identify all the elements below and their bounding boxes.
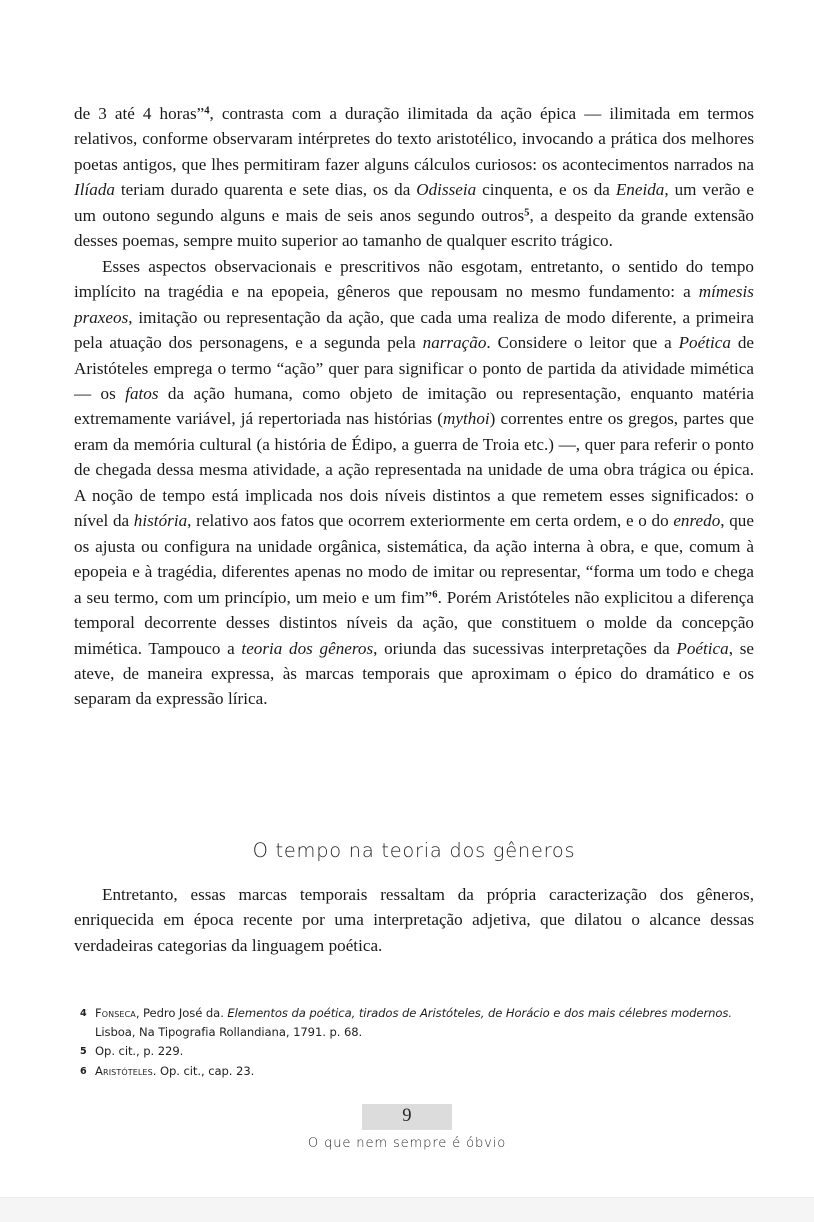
footnote-text: Fonseca, Pedro José da. Elementos da poética, tirados de Aristóteles, de Horácio e dos mais célebres modernos. Lisboa, Na Tipografia Rollandiana, 1791. p. 68.	[95, 1006, 732, 1039]
running-title: O que nem sempre é óbvio	[307, 1136, 507, 1151]
page-number: 9	[362, 1104, 452, 1130]
footnote-text: Aristóteles. Op. cit., cap. 23.	[95, 1063, 255, 1078]
footnotes-block	[80, 1004, 756, 1082]
footnote-item	[80, 1004, 756, 1042]
footnote-marker: 5	[80, 1045, 87, 1057]
footnote-text: Op. cit., p. 229.	[95, 1043, 184, 1058]
footnote-item	[80, 1062, 756, 1082]
page-bottom-edge	[0, 1197, 814, 1222]
section-heading: O tempo na teoria dos gêneros	[252, 839, 576, 862]
body-paragraph-3: Entretanto, essas marcas temporais ressaltam da própria caracterização dos gêneros, enriquecida em época recente por uma interpretação adjetiva, que dilatou o alcance dessas verdadeiras categorias da linguagem poética.	[74, 885, 754, 955]
footnote-marker: 4	[80, 1008, 87, 1019]
footnote-marker: 6	[80, 1065, 87, 1077]
footnote-item	[80, 1042, 756, 1062]
body-paragraph-1: de 3 até 4 horas”$^4$, contrasta com a duração ilimitada da ação épica — ilimitada em termos relativos, conforme observaram intérpretes do texto aristotélico, invocando a prática dos melhores poetas antigos, que lhes permitiram fazer alguns cálculos curiosos: os acontecimentos narrados na Ilíada teriam durado quarenta e sete dias, os da Odisseia cinquenta, e os da Eneida, um verão e um outono segundo alguns e mais de seis anos segundo outros$^5$, a despeito da grande extensão desses poemas, sempre muito superior ao tamanho de qualquer escrito trágico.	[74, 104, 754, 251]
body-paragraph-2: Esses aspectos observacionais e prescritivos não esgotam, entretanto, o sentido do tempo implícito na tragédia e na epopeia, gêneros que repousam no mesmo fundamento: a mímesis praxeos, imitação ou representação da ação, que cada uma realiza de modo diferente, a primeira pela atuação dos personagens, e a segunda pela narração. Considere o leitor que a Poética de Aristóteles emprega o termo “ação” quer para significar o ponto de partida da atividade mimética — os fatos da ação humana, como objeto de imitação ou representação, enquanto matéria extremamente variável, já repertoriada nas histórias (mythoi) correntes entre os gregos, partes que eram da memória cultural (a história de Édipo, a guerra de Troia etc.) —, quer para referir o ponto de chegada dessa mesma atividade, a ação representada na unidade de uma obra trágica ou épica. A noção de tempo está implicada nos dois níveis distintos a que remetem esses significados: o nível da história, relativo aos fatos que ocorrem exteriormente em certa ordem, e o do enredo, que os ajusta ou configura na unidade orgânica, sistemática, da ação interna à obra, e que, comum à epopeia e à tragédia, diferentes apenas no modo de imitar ou representar, “forma um todo e chega a seu termo, com um princípio, um meio e um fim”$^6$. Porém Aristóteles não explicitou a diferença temporal decorrente desses distintos níveis da ação, que constituem o molde da concepção mimética. Tampouco a teoria dos gêneros, oriunda das sucessivas interpretações da Poética, se ateve, de maneira expressa, às marcas temporais que aproximam o épico do dramático e os separam da expressão lírica.	[74, 256, 755, 709]
page-footer	[0, 1104, 814, 1153]
main-text-column	[74, 101, 754, 712]
main-text-column-continued	[74, 882, 754, 958]
